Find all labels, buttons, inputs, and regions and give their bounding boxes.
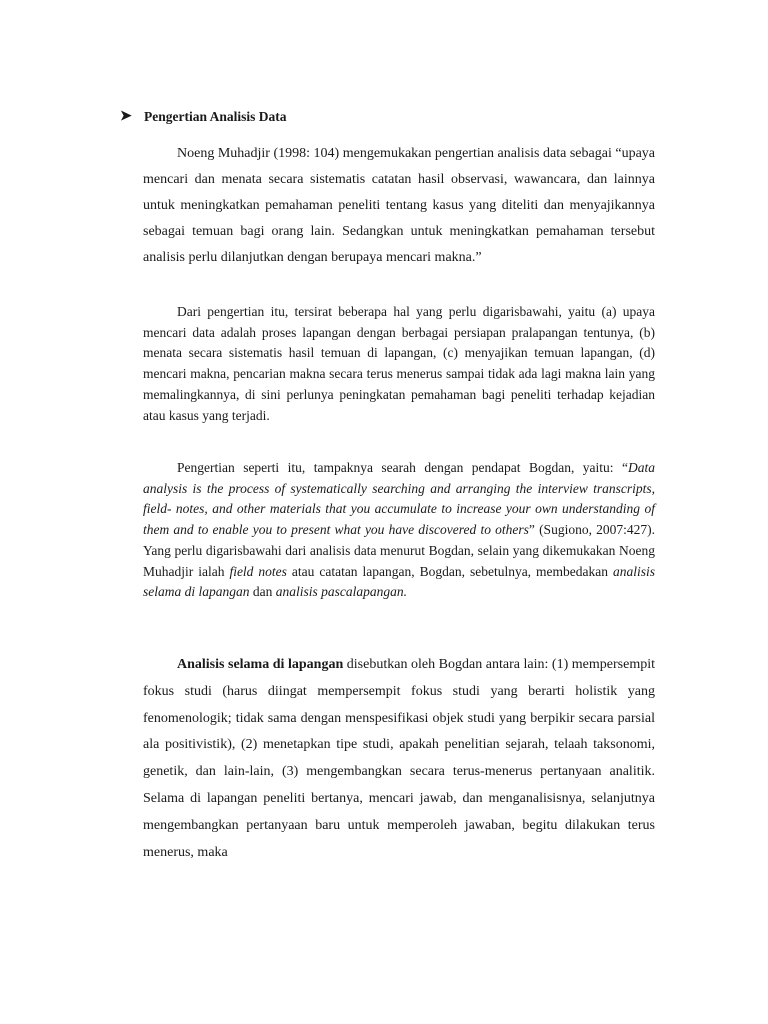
- bogdan-quote: Data analysis is the process of systematically searching and arranging the interview transcripts, field- notes, and other materials that you accumulate to increase your own understanding of them and to enable you to present what you have discovered to others: [143, 460, 655, 538]
- section-heading-text: Pengertian Analisis Data: [144, 108, 287, 124]
- paragraph-bogdan-text-2: ” (Sugiono, 2007:427). Yang perlu digarisbawahi dari analisis data menurut Bogdan, selain yang dikemukakan Noeng Muhadjir ialah: [143, 522, 656, 579]
- field-analysis-term: Analisis selama di lapangan: [177, 657, 344, 672]
- arrow-bullet-icon: ➤: [120, 109, 132, 124]
- paragraph-bogdan-text-1: Pengertian seperti itu, tampaknya searah dengan pendapat Bogdan, yaitu: “: [177, 460, 628, 475]
- paragraph-field-analysis-text: disebutkan oleh Bogdan antara lain: (1) mempersempit fokus studi (harus diingat mempersempit fokus studi yang berarti holistik yang fenomenologik; tidak sama dengan menspesifikasi objek studi yang berpikir secara parsial ala positivistik), (2) menetapkan tipe studi, apakah penelitian sejarah, telaah taksonomi, genetik, dan lain-lain, (3) mengembangkan secara terus-menerus pertanyaan analitik. Selama di lapangan peneliti bertanya, mencari jawab, dan menganalisisnya, selanjutnya mengembangkan pertanyaan baru untuk memperoleh jawaban, begitu dilakukan terus menerus, maka: [143, 657, 655, 860]
- post-field-analysis-term: analisis pascalapangan.: [275, 584, 408, 600]
- paragraph-field-analysis: [143, 652, 655, 866]
- paragraph-bogdan: [143, 458, 655, 603]
- paragraph-definition-text: Noeng Muhadjir (1998: 104) mengemukakan pengertian analisis data sebagai “upaya mencari dan menata secara sistematis catatan hasil observasi, wawancara, dan lainnya untuk meningkatkan pemahaman peneliti tentang kasus yang diteliti dan menyajikannya sebagai temuan bagi orang lain. Sedangkan untuk meningkatkan pemahaman tersebut analisis perlu dilanjutkan dengan berupaya mencari makna.”: [143, 146, 655, 265]
- paragraph-bogdan-text-3: atau catatan lapangan, Bogdan, sebetulnya, membedakan: [286, 563, 613, 579]
- field-notes-term: field notes: [229, 563, 287, 579]
- section-heading: [120, 108, 287, 125]
- paragraph-implications-text: Dari pengertian itu, tersirat beberapa hal yang perlu digarisbawahi, yaitu (a) upaya mencari data adalah proses lapangan dengan berbagai persiapan pralapangan tentunya, (b) menata secara sistematis hasil temuan di lapangan, (c) menyajikan temuan lapangan, (d) mencari makna, pencarian makna secara terus menerus sampai tidak ada lagi makna lain yang memalingkannya, di sini perlunya peningkatan pemahaman bagi peneliti terhadap kejadian atau kasus yang terjadi.: [143, 304, 655, 423]
- paragraph-bogdan-text-4: dan: [249, 584, 276, 600]
- paragraph-definition: [143, 141, 655, 271]
- paragraph-implications: [143, 302, 655, 426]
- analysis-in-field-term: analisis selama di lapangan: [143, 563, 655, 600]
